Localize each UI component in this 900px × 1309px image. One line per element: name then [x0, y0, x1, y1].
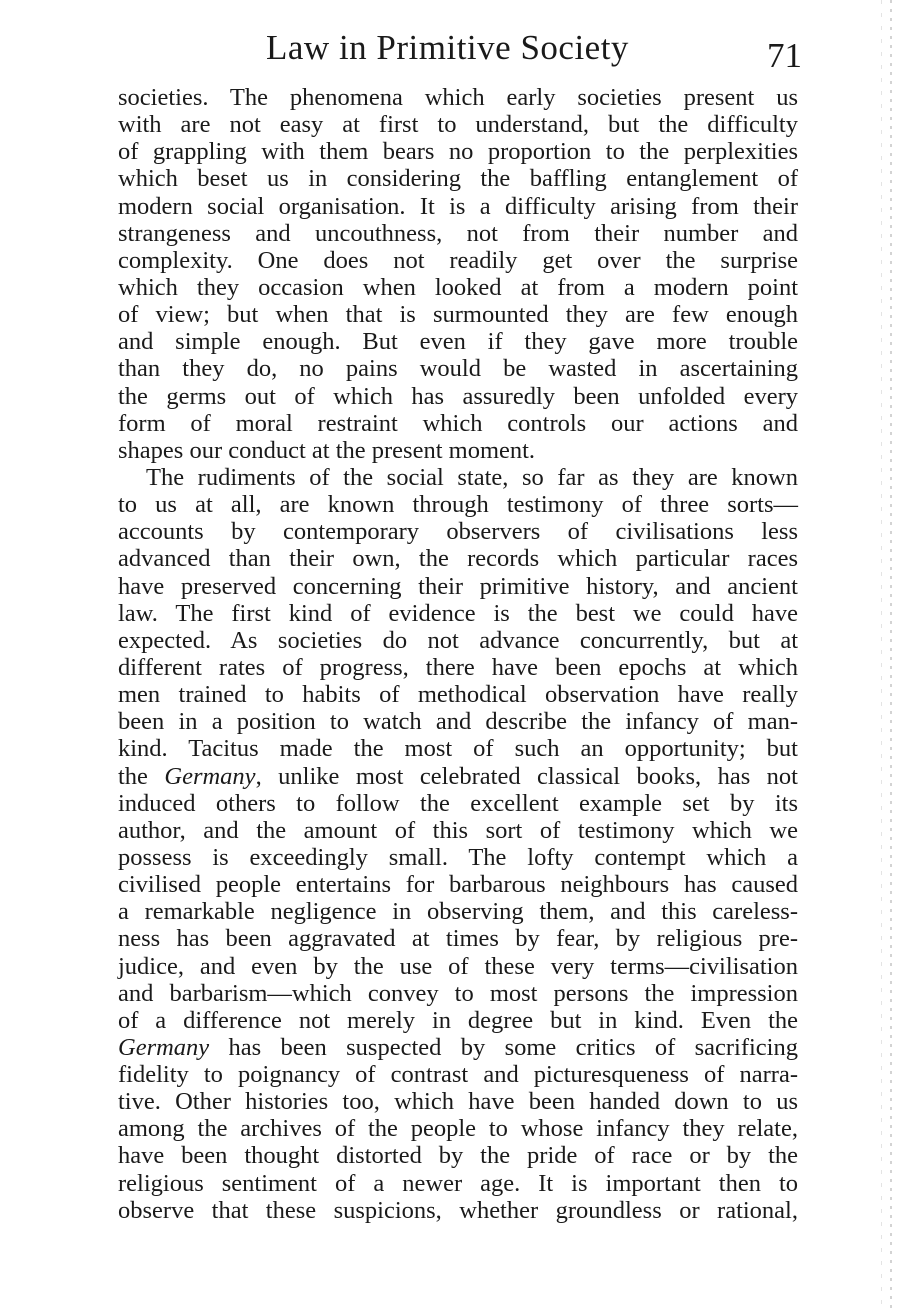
text-line: tive. Other histories too, which have been handed down to us	[118, 1088, 798, 1116]
text-line: kind. Tacitus made the most of such an opportunity; but	[118, 735, 798, 763]
running-head	[118, 28, 800, 78]
scan-edge-dots	[890, 0, 892, 1309]
text-line: which they occasion when looked at from a modern point	[118, 273, 798, 301]
text-line: have preserved concerning their primitive history, and ancient	[118, 572, 798, 600]
text-line: shapes our conduct at the present moment.	[118, 436, 536, 464]
italic-title: Germany	[164, 762, 256, 790]
text-line: civilised people entertains for barbarous neighbours has caused	[118, 871, 798, 899]
text-line: and barbarism—which convey to most persons the impression	[118, 979, 798, 1007]
text-line: of a difference not merely in degree but in kind. Even the	[118, 1006, 798, 1034]
text-line: judice, and even by the use of these very terms—civilisation	[118, 952, 798, 980]
text-line: the Germany, unlike most celebrated classical books, has not	[118, 762, 798, 790]
text-line: of view; but when that is surmounted they are few enough	[118, 301, 798, 329]
text-line: accounts by contemporary observers of civilisations less	[118, 518, 798, 546]
text-line: societies. The phenomena which early societies present us	[118, 84, 798, 111]
text-line: ness has been aggravated at times by fear, by religious pre-	[118, 925, 798, 953]
text-line: been in a position to watch and describe the infancy of man-	[118, 708, 798, 736]
scan-edge-dots-secondary	[881, 0, 882, 1309]
text-line: of grappling with them bears no proportion to the perplexities	[118, 138, 798, 166]
page-number: 71	[767, 36, 802, 75]
text-line: advanced than their own, the records which particular races	[118, 545, 798, 573]
text-line: a remarkable negligence in observing them, and this careless-	[118, 898, 798, 926]
text-line: law. The first kind of evidence is the best we could have	[118, 599, 798, 627]
text-line: among the archives of the people to whose infancy they relate,	[118, 1115, 798, 1143]
text-line: author, and the amount of this sort of testimony which we	[118, 816, 798, 844]
text-line: observe that these suspicions, whether groundless or rational,	[118, 1196, 798, 1224]
text-line: which beset us in considering the baffling entanglement of	[118, 165, 798, 193]
text-line: fidelity to poignancy of contrast and picturesqueness of narra-	[118, 1061, 798, 1089]
running-title: Law in Primitive Society	[266, 28, 629, 67]
text-line: religious sentiment of a newer age. It is important then to	[118, 1169, 798, 1197]
text-line: with are not easy at first to understand, but the difficulty	[118, 111, 798, 139]
text-line: complexity. One does not readily get over the surprise	[118, 246, 798, 274]
text-line: Germany has been suspected by some critics of sacrificing	[118, 1033, 798, 1061]
text-line: than they do, no pains would be wasted in ascertaining	[118, 355, 798, 383]
text-line: expected. As societies do not advance concurrently, but at	[118, 626, 798, 654]
text-line: and simple enough. But even if they gave more trouble	[118, 328, 798, 356]
text-line: the germs out of which has assuredly been unfolded every	[118, 382, 798, 410]
text-line: induced others to follow the excellent example set by its	[118, 789, 798, 817]
text-line: have been thought distorted by the pride of race or by the	[118, 1142, 798, 1170]
text-line: form of moral restraint which controls our actions and	[118, 409, 798, 437]
text-line: The rudiments of the social state, so far as they are known	[146, 463, 798, 491]
text-line: to us at all, are known through testimony of three sorts—	[118, 491, 798, 519]
text-line: possess is exceedingly small. The lofty contempt which a	[118, 843, 798, 871]
text-line: different rates of progress, there have been epochs at which	[118, 653, 798, 681]
body-text	[118, 84, 798, 1224]
italic-title: Germany	[118, 1033, 210, 1061]
text-line: strangeness and uncouthness, not from their number and	[118, 219, 798, 247]
text-line: modern social organisation. It is a difficulty arising from their	[118, 192, 798, 220]
text-line: men trained to habits of methodical observation have really	[118, 681, 798, 709]
